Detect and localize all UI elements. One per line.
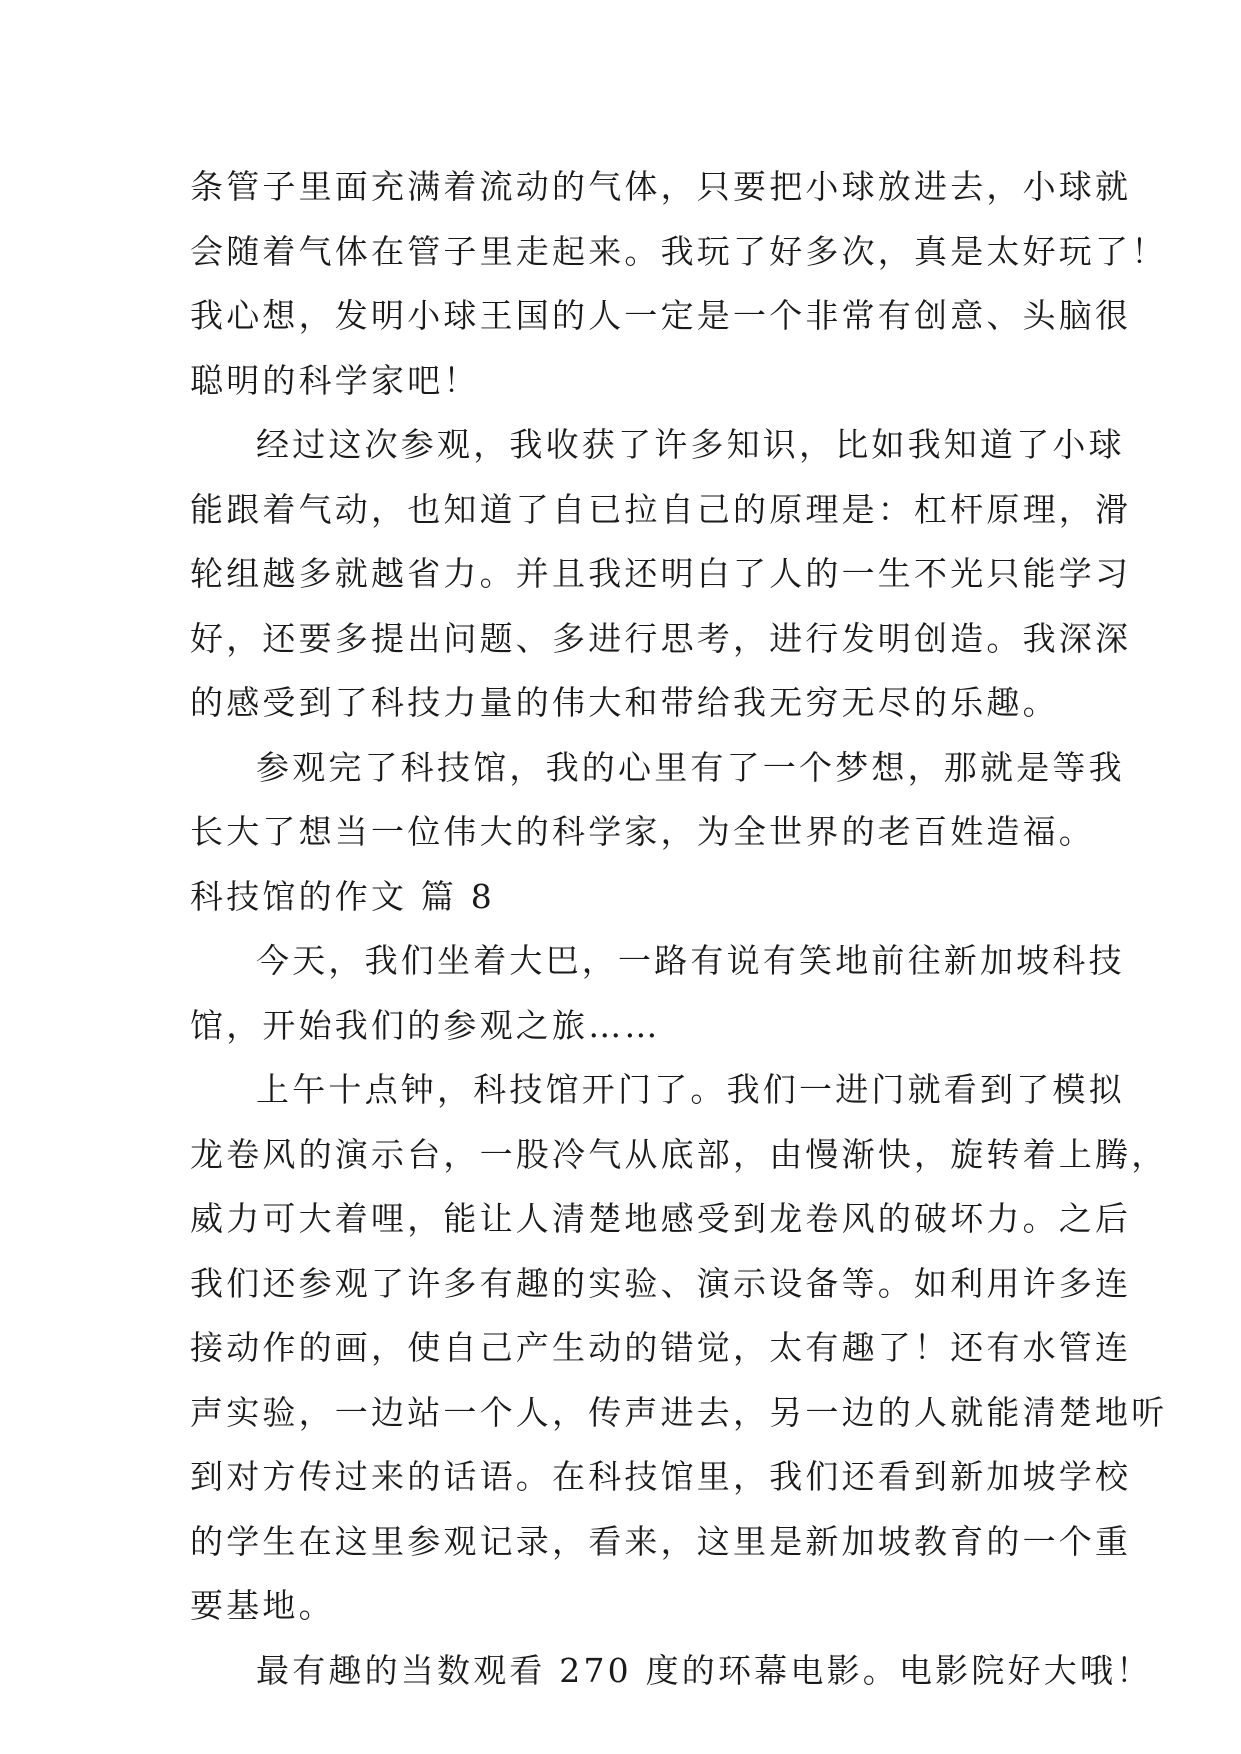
text-line: 能跟着气动，也知道了自已拉自己的原理是：杠杆原理，滑	[190, 489, 1132, 529]
text-line: 的感受到了科技力量的伟大和带给我无穷无尽的乐趣。	[190, 683, 1059, 722]
text-line: 龙卷风的演示台，一股冷气从底部，由慢渐快，旋转着上腾，	[190, 1134, 1168, 1174]
text-line: 威力可大着哩，能让人清楚地感受到龙卷风的破坏力。之后	[190, 1199, 1132, 1238]
paragraph-first-line: 今天，我们坐着大巴，一路有说有笑地前往新加坡科技	[256, 941, 1125, 980]
text-line: 我们还参观了许多有趣的实验、演示设备等。如利用许多连	[190, 1263, 1132, 1303]
text-line: 到对方传过来的话语。在科技馆里，我们还看到新加坡学校	[190, 1457, 1132, 1496]
body-text	[190, 155, 1168, 1703]
text-line: 馆，开始我们的参观之旅……	[190, 1005, 661, 1045]
text-line: 声实验，一边站一个人，传声进去，另一边的人就能清楚地听	[190, 1392, 1168, 1432]
text-line: 我心想，发明小球王国的人一定是一个非常有创意、头脑很	[190, 296, 1132, 335]
paragraph-first-line: 上午十点钟，科技馆开门了。我们一进门就看到了模拟	[256, 1070, 1125, 1109]
section-heading: 科技馆的作文 篇 8	[190, 876, 495, 916]
text-line: 会随着气体在管子里走起来。我玩了好多次，真是太好玩了！	[190, 231, 1168, 271]
text-line: 条管子里面充满着流动的气体，只要把小球放进去，小球就	[190, 167, 1132, 206]
text-line: 长大了想当一位伟大的科学家，为全世界的老百姓造福。	[190, 812, 1095, 851]
text-line: 的学生在这里参观记录，看来，这里是新加坡教育的一个重	[190, 1521, 1132, 1561]
paragraph-first-line: 最有趣的当数观看 270 度的环幕电影。电影院好大哦！	[256, 1650, 1153, 1690]
paragraph-first-line: 参观完了科技馆，我的心里有了一个梦想，那就是等我	[256, 747, 1125, 787]
text-line: 好，还要多提出问题、多进行思考，进行发明创造。我深深	[190, 618, 1132, 658]
text-line: 聪明的科学家吧！	[190, 360, 480, 400]
text-line: 接动作的画，使自己产生动的错觉，太有趣了！还有水管连	[190, 1328, 1132, 1367]
text-line: 要基地。	[190, 1586, 335, 1625]
text-line: 轮组越多就越省力。并且我还明白了人的一生不光只能学习	[190, 554, 1132, 593]
paragraph-first-line: 经过这次参观，我收获了许多知识，比如我知道了小球	[256, 425, 1125, 464]
